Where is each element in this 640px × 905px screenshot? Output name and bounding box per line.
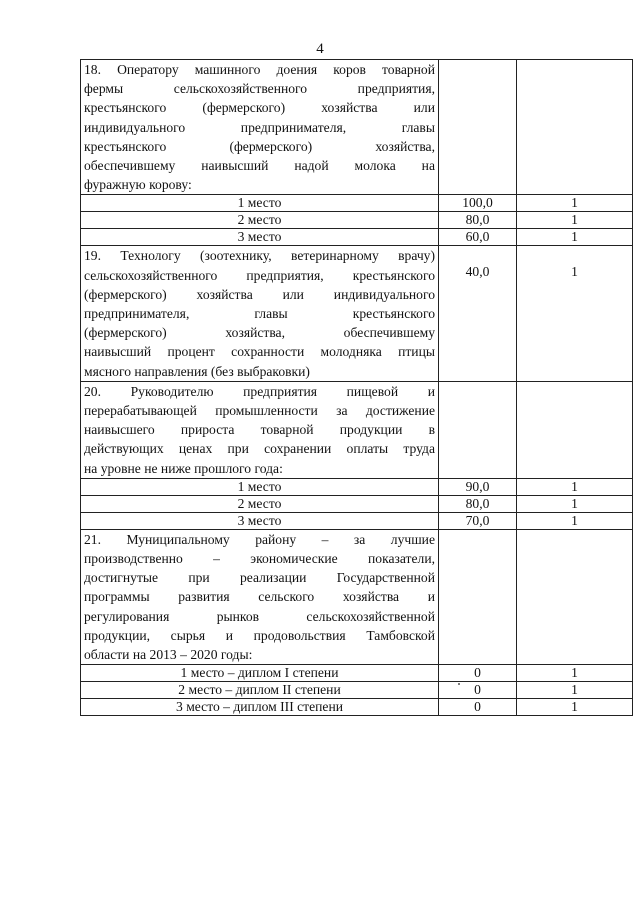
award-table bbox=[80, 59, 633, 716]
amount-value: 100,0 bbox=[439, 195, 517, 212]
section-20-line: наивысшего прироста товарной продукции в bbox=[84, 422, 435, 438]
section-18-description bbox=[81, 60, 439, 195]
count-value: 1 bbox=[517, 229, 633, 246]
table-row bbox=[81, 195, 633, 212]
section-18-line: крестьянского (фермерского) хозяйства, bbox=[84, 138, 435, 154]
section-19-line: мясного направления (без выбраковки) bbox=[84, 363, 310, 379]
section-18-line: крестьянского (фермерского) хозяйства или bbox=[84, 100, 435, 116]
count-value: 1 bbox=[517, 478, 633, 495]
empty-cell bbox=[439, 381, 517, 478]
amount-value: 80,0 bbox=[439, 212, 517, 229]
section-19-line: сельскохозяйственного предприятия, крестьянского bbox=[84, 267, 435, 283]
section-21-line: программы развития сельского хозяйства и bbox=[84, 589, 435, 605]
section-19-line: наивысший процент сохранности молодняка птицы bbox=[84, 344, 435, 360]
place-label: 1 место – диплом I степени bbox=[81, 665, 439, 682]
table-row bbox=[81, 478, 633, 495]
table-row bbox=[81, 682, 633, 699]
empty-cell bbox=[517, 529, 633, 664]
amount-value: 40,0 bbox=[439, 246, 517, 381]
count-value: 1 bbox=[517, 495, 633, 512]
section-20-line: 20. Руководителю предприятия пищевой и bbox=[84, 383, 435, 399]
place-label: 1 место bbox=[81, 195, 439, 212]
section-21-line: 21. Муниципальному району – за лучшие bbox=[84, 531, 435, 547]
table-row bbox=[81, 512, 633, 529]
section-18-line: обеспечившему наивысший надой молока на bbox=[84, 158, 435, 174]
section-19-line: (фермерского) хозяйства или индивидуального bbox=[84, 286, 435, 302]
count-value: 1 bbox=[517, 246, 633, 381]
empty-cell bbox=[517, 60, 633, 195]
table-row bbox=[81, 699, 633, 716]
section-20-line: перерабатывающей промышленности за достижение bbox=[84, 403, 435, 419]
table-row bbox=[81, 495, 633, 512]
count-value: 1 bbox=[517, 212, 633, 229]
place-label: 3 место bbox=[81, 229, 439, 246]
place-label: 3 место bbox=[81, 512, 439, 529]
amount-value: 80,0 bbox=[439, 495, 517, 512]
scan-speck bbox=[458, 683, 460, 685]
place-label: 1 место bbox=[81, 478, 439, 495]
section-19-row bbox=[81, 246, 633, 381]
section-21-line: достигнутые при реализации Государственной bbox=[84, 570, 435, 586]
section-19-description bbox=[81, 246, 439, 381]
amount-value: 0 bbox=[439, 682, 517, 699]
section-20-description bbox=[81, 381, 439, 478]
section-20-header-row bbox=[81, 381, 633, 478]
place-label: 3 место – диплом III степени bbox=[81, 699, 439, 716]
amount-value: 0 bbox=[439, 699, 517, 716]
section-21-line: производственно – экономические показатели, bbox=[84, 551, 435, 567]
table-row bbox=[81, 212, 633, 229]
table-row bbox=[81, 665, 633, 682]
empty-cell bbox=[439, 529, 517, 664]
place-label: 2 место – диплом II степени bbox=[81, 682, 439, 699]
section-21-line: продукции, сырья и продовольствия Тамбовской bbox=[84, 627, 435, 643]
place-label: 2 место bbox=[81, 495, 439, 512]
amount-value: 0 bbox=[439, 665, 517, 682]
amount-value: 90,0 bbox=[439, 478, 517, 495]
count-value: 1 bbox=[517, 682, 633, 699]
section-20-line: действующих ценах при сохранении оплаты труда bbox=[84, 441, 435, 457]
section-21-description bbox=[81, 529, 439, 664]
amount-value: 60,0 bbox=[439, 229, 517, 246]
section-21-line: регулирования рынков сельскохозяйственной bbox=[84, 608, 435, 624]
section-18-line: фермы сельскохозяйственного предприятия, bbox=[84, 81, 435, 97]
empty-cell bbox=[439, 60, 517, 195]
count-value: 1 bbox=[517, 699, 633, 716]
section-21-line: области на 2013 – 2020 годы: bbox=[84, 647, 253, 663]
table-row bbox=[81, 229, 633, 246]
count-value: 1 bbox=[517, 195, 633, 212]
section-19-line: предпринимателя, главы крестьянского bbox=[84, 306, 435, 322]
section-20-line: на уровне не ниже прошлого года: bbox=[84, 460, 283, 476]
section-18-line: фуражную корову: bbox=[84, 177, 192, 193]
section-19-line: (фермерского) хозяйства, обеспечившему bbox=[84, 325, 435, 341]
section-19-line: 19. Технологу (зоотехнику, ветеринарному врачу) bbox=[84, 248, 435, 264]
page-number: 4 bbox=[316, 41, 324, 57]
section-21-header-row bbox=[81, 529, 633, 664]
place-label: 2 место bbox=[81, 212, 439, 229]
section-18-line: 18. Оператору машинного доения коров товарной bbox=[84, 62, 435, 77]
section-18-line: индивидуального предпринимателя, главы bbox=[84, 119, 435, 135]
section-18-header-row bbox=[81, 60, 633, 195]
empty-cell bbox=[517, 381, 633, 478]
count-value: 1 bbox=[517, 512, 633, 529]
count-value: 1 bbox=[517, 665, 633, 682]
amount-value: 70,0 bbox=[439, 512, 517, 529]
